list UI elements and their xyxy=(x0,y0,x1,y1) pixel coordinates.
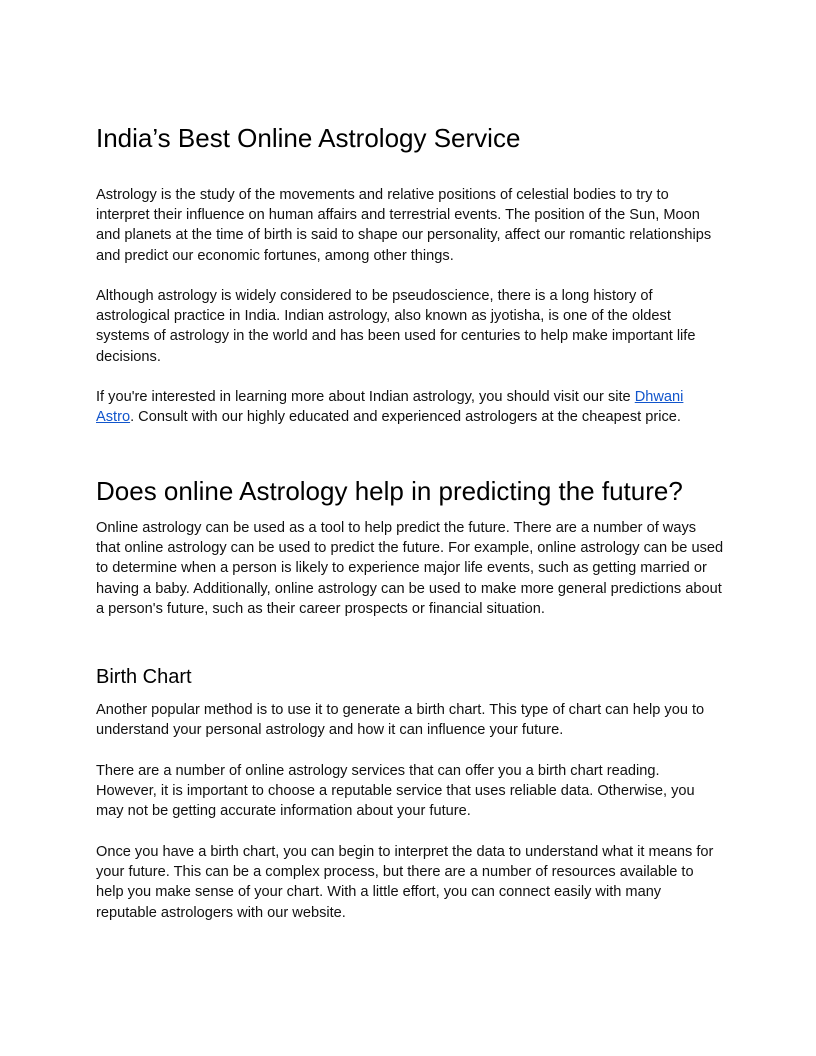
visit-text-before-link: If you're interested in learning more about Indian astrology, you should visit our site xyxy=(96,389,635,405)
intro-paragraph: Although astrology is widely considered to be pseudoscience, there is a long history of astrological practice in India. Indian astrology, also known as jyotisha, is one of the oldest systems of astrology in the world and has been used for centuries to help make important life decisions. xyxy=(96,288,696,365)
page-title: India’s Best Online Astrology Service xyxy=(96,123,521,153)
birth-chart-paragraph: Once you have a birth chart, you can begin to interpret the data to understand what it means for your future. This can be a complex process, but there are a number of resources available to help you make sense of your chart. With a little effort, you can connect easily with many reputable astrologers with our website. xyxy=(96,844,714,921)
intro-paragraph: Astrology is the study of the movements and relative positions of celestial bodies to try to interpret their influence on human affairs and terrestrial events. The position of the Sun, Moon and planets at the time of birth is said to shape our personality, affect our romantic relationships and predict our economic fortunes, among other things. xyxy=(96,187,712,264)
visit-paragraph xyxy=(96,387,724,427)
section-heading-birth-chart: Birth Chart xyxy=(96,666,192,688)
birth-chart-paragraph: Another popular method is to use it to generate a birth chart. This type of chart can help you to understand your personal astrology and how it can influence your future. xyxy=(96,702,705,739)
future-paragraph: Online astrology can be used as a tool to help predict the future. There are a number of ways that online astrology can be used to predict the future. For example, online astrology can be used to determine when a person is likely to experience major life events, such as getting married or having a baby. Additionally, online astrology can be used to make more general predictions about a person's future, such as their career prospects or financial situation. xyxy=(96,520,724,617)
section-heading-future: Does online Astrology help in predicting the future? xyxy=(96,476,683,506)
dhwani-astro-link[interactable]: Dhwani Astro xyxy=(96,389,684,426)
visit-text-after-link: . Consult with our highly educated and experienced astrologers at the cheapest price. xyxy=(130,409,681,426)
birth-chart-paragraph: There are a number of online astrology services that can offer you a birth chart reading. However, it is important to choose a reputable service that uses reliable data. Otherwise, you may not be getting accurate information about your future. xyxy=(96,763,695,820)
